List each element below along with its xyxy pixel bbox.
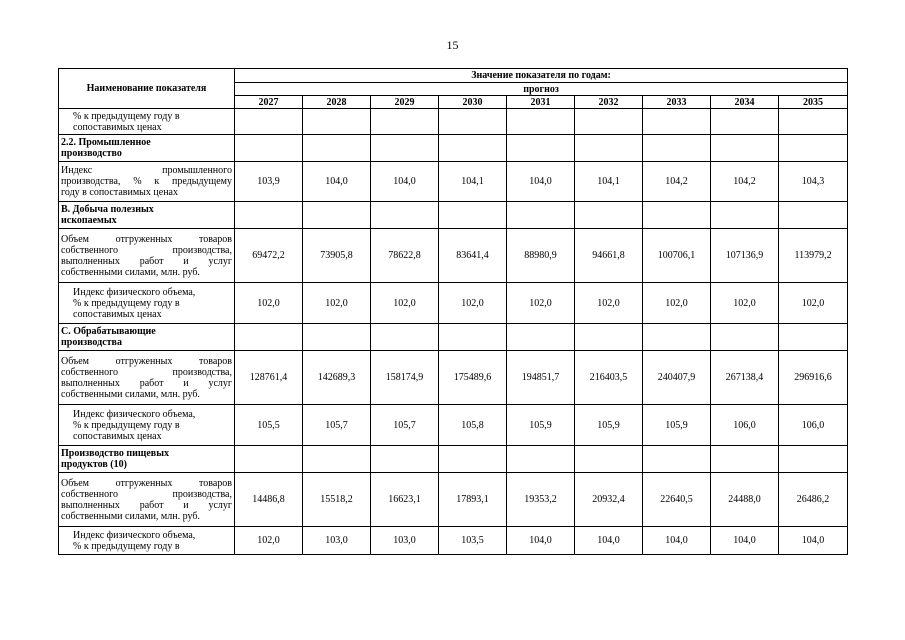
indicator-name-line: C. Обрабатывающие — [61, 326, 156, 337]
value-cell: 22640,5 — [643, 473, 711, 527]
value-cell: 104,1 — [439, 162, 507, 202]
value-cell: 106,0 — [779, 405, 848, 446]
value-cell — [711, 109, 779, 135]
value-cell: 175489,6 — [439, 351, 507, 405]
value-cell: 128761,4 — [235, 351, 303, 405]
value-cell — [507, 324, 575, 351]
value-cell: 142689,3 — [303, 351, 371, 405]
value-cell — [711, 446, 779, 473]
table-body — [59, 109, 848, 555]
value-cell — [507, 109, 575, 135]
indicator-name-line: Индекс физического объема, — [73, 408, 196, 420]
value-cell — [643, 202, 711, 229]
value-cell — [711, 135, 779, 162]
value-cell: 113979,2 — [779, 229, 848, 283]
header-year: 2031 — [507, 96, 575, 109]
indicator-name-line: сопоставимых ценах — [73, 430, 162, 442]
value-cell: 73905,8 — [303, 229, 371, 283]
value-cell — [779, 446, 848, 473]
value-cell: 104,3 — [779, 162, 848, 202]
value-cell: 83641,4 — [439, 229, 507, 283]
value-cell — [235, 109, 303, 135]
value-cell — [643, 324, 711, 351]
value-cell: 105,7 — [371, 405, 439, 446]
indicator-name-line: собственного производства, — [61, 244, 232, 256]
value-cell — [779, 202, 848, 229]
value-cell: 78622,8 — [371, 229, 439, 283]
indicator-name — [59, 351, 235, 405]
value-cell: 240407,9 — [643, 351, 711, 405]
value-cell: 105,9 — [643, 405, 711, 446]
value-cell: 105,8 — [439, 405, 507, 446]
table-header — [59, 69, 848, 109]
table-row — [59, 283, 848, 324]
indicator-name — [59, 283, 235, 324]
value-cell: 104,0 — [303, 162, 371, 202]
value-cell — [711, 202, 779, 229]
value-cell — [371, 202, 439, 229]
section-title — [59, 135, 235, 162]
value-cell: 106,0 — [711, 405, 779, 446]
value-cell — [779, 324, 848, 351]
indicator-name-line: % к предыдущему году в — [73, 110, 180, 122]
header-year: 2033 — [643, 96, 711, 109]
header-name-column: Наименование показателя — [59, 69, 235, 109]
indicator-name-line: % к предыдущему году в — [73, 540, 180, 552]
value-cell — [371, 446, 439, 473]
value-cell: 102,0 — [235, 527, 303, 555]
value-cell — [643, 446, 711, 473]
value-cell — [575, 109, 643, 135]
value-cell — [779, 109, 848, 135]
value-cell — [643, 135, 711, 162]
value-cell — [303, 324, 371, 351]
value-cell: 20932,4 — [575, 473, 643, 527]
header-year: 2035 — [779, 96, 848, 109]
value-cell: 105,5 — [235, 405, 303, 446]
value-cell: 105,9 — [507, 405, 575, 446]
value-cell — [235, 135, 303, 162]
value-cell: 158174,9 — [371, 351, 439, 405]
indicator-name-line: сопоставимых ценах — [73, 121, 162, 133]
table-row — [59, 109, 848, 135]
value-cell — [235, 324, 303, 351]
value-cell: 24488,0 — [711, 473, 779, 527]
header-forecast: прогноз — [235, 83, 848, 96]
table-row — [59, 351, 848, 405]
indicator-name-line: собственного производства, — [61, 488, 232, 500]
value-cell — [439, 446, 507, 473]
section-row — [59, 202, 848, 229]
value-cell: 102,0 — [371, 283, 439, 324]
value-cell: 105,7 — [303, 405, 371, 446]
indicator-name-line: собственными силами, млн. руб. — [61, 510, 200, 522]
indicator-name-line: Производство пищевых — [61, 448, 170, 459]
indicator-name-line: 2.2. Промышленное — [61, 137, 151, 148]
indicator-name-line: Индекс промышленного — [61, 165, 232, 176]
indicator-name — [59, 527, 235, 555]
value-cell: 14486,8 — [235, 473, 303, 527]
indicator-name — [59, 405, 235, 446]
table-row — [59, 473, 848, 527]
value-cell: 104,0 — [575, 527, 643, 555]
indicator-name-line: ископаемых — [61, 215, 117, 226]
value-cell: 104,0 — [779, 527, 848, 555]
value-cell — [439, 135, 507, 162]
value-cell: 296916,6 — [779, 351, 848, 405]
value-cell — [507, 446, 575, 473]
indicator-name-line: выполненных работ и услуг — [61, 255, 232, 267]
value-cell — [303, 446, 371, 473]
value-cell — [779, 135, 848, 162]
indicator-name-line: собственными силами, млн. руб. — [61, 266, 200, 278]
value-cell — [303, 135, 371, 162]
indicator-name — [59, 229, 235, 283]
value-cell: 88980,9 — [507, 229, 575, 283]
value-cell: 102,0 — [235, 283, 303, 324]
value-cell — [643, 109, 711, 135]
indicator-name-line: выполненных работ и услуг — [61, 499, 232, 511]
value-cell — [303, 109, 371, 135]
section-row — [59, 324, 848, 351]
value-cell: 19353,2 — [507, 473, 575, 527]
indicator-name-line: Объем отгруженных товаров — [61, 477, 232, 489]
section-title — [59, 446, 235, 473]
indicator-name-line: производство — [61, 148, 122, 159]
indicator-name-line: B. Добыча полезных — [61, 204, 154, 215]
indicator-name-line: продуктов (10) — [61, 459, 127, 470]
indicator-name — [59, 109, 235, 135]
value-cell: 216403,5 — [575, 351, 643, 405]
value-cell: 102,0 — [507, 283, 575, 324]
value-cell — [235, 446, 303, 473]
value-cell: 94661,8 — [575, 229, 643, 283]
section-title — [59, 202, 235, 229]
value-cell: 15518,2 — [303, 473, 371, 527]
indicator-name-line: Индекс физического объема, — [73, 529, 196, 541]
indicator-name-line: Объем отгруженных товаров — [61, 233, 232, 245]
indicator-name-line: сопоставимых ценах — [73, 308, 162, 320]
table-row — [59, 405, 848, 446]
value-cell — [575, 135, 643, 162]
table-row — [59, 527, 848, 555]
value-cell: 102,0 — [779, 283, 848, 324]
value-cell: 104,2 — [711, 162, 779, 202]
value-cell: 104,0 — [643, 527, 711, 555]
value-cell: 103,0 — [371, 527, 439, 555]
value-cell: 267138,4 — [711, 351, 779, 405]
value-cell: 103,5 — [439, 527, 507, 555]
value-cell — [439, 324, 507, 351]
value-cell: 104,1 — [575, 162, 643, 202]
value-cell: 105,9 — [575, 405, 643, 446]
indicator-name-line: производства — [61, 337, 122, 348]
header-year: 2030 — [439, 96, 507, 109]
indicator-name-line: Объем отгруженных товаров — [61, 355, 232, 367]
value-cell: 107136,9 — [711, 229, 779, 283]
value-cell: 102,0 — [643, 283, 711, 324]
value-cell — [371, 135, 439, 162]
value-cell — [575, 202, 643, 229]
indicator-name-line: % к предыдущему году в — [73, 419, 180, 431]
header-year: 2028 — [303, 96, 371, 109]
indicator-name-line: году в сопоставимых ценах — [61, 187, 178, 198]
value-cell — [439, 202, 507, 229]
value-cell: 104,0 — [371, 162, 439, 202]
value-cell — [575, 324, 643, 351]
header-year: 2027 — [235, 96, 303, 109]
value-cell — [711, 324, 779, 351]
value-cell: 104,0 — [507, 527, 575, 555]
value-cell — [439, 109, 507, 135]
value-cell: 102,0 — [575, 283, 643, 324]
value-cell: 194851,7 — [507, 351, 575, 405]
indicator-name — [59, 473, 235, 527]
value-cell: 102,0 — [439, 283, 507, 324]
header-year: 2029 — [371, 96, 439, 109]
section-title — [59, 324, 235, 351]
value-cell: 103,9 — [235, 162, 303, 202]
table-row — [59, 162, 848, 202]
value-cell — [235, 202, 303, 229]
indicator-name-line: % к предыдущему году в — [73, 297, 180, 309]
indicator-name-line: собственного производства, — [61, 366, 232, 378]
value-cell: 104,0 — [711, 527, 779, 555]
indicator-name — [59, 162, 235, 202]
value-cell: 102,0 — [711, 283, 779, 324]
value-cell: 103,0 — [303, 527, 371, 555]
header-year: 2032 — [575, 96, 643, 109]
value-cell — [371, 109, 439, 135]
section-row — [59, 446, 848, 473]
value-cell: 102,0 — [303, 283, 371, 324]
value-cell — [507, 202, 575, 229]
value-cell: 16623,1 — [371, 473, 439, 527]
value-cell: 104,0 — [507, 162, 575, 202]
header-year: 2034 — [711, 96, 779, 109]
value-cell: 17893,1 — [439, 473, 507, 527]
indicator-name-line: собственными силами, млн. руб. — [61, 388, 200, 400]
value-cell: 69472,2 — [235, 229, 303, 283]
table-row — [59, 229, 848, 283]
indicators-table — [58, 68, 848, 555]
value-cell: 100706,1 — [643, 229, 711, 283]
value-cell: 26486,2 — [779, 473, 848, 527]
indicator-name-line: Индекс физического объема, — [73, 286, 196, 298]
section-row — [59, 135, 848, 162]
value-cell: 104,2 — [643, 162, 711, 202]
indicator-name-line: выполненных работ и услуг — [61, 377, 232, 389]
header-values-column: Значение показателя по годам: — [235, 69, 848, 83]
value-cell — [575, 446, 643, 473]
value-cell — [507, 135, 575, 162]
value-cell — [371, 324, 439, 351]
page-number: 15 — [446, 38, 459, 52]
indicator-name-line: производства, % к предыдущему — [61, 176, 232, 187]
value-cell — [303, 202, 371, 229]
